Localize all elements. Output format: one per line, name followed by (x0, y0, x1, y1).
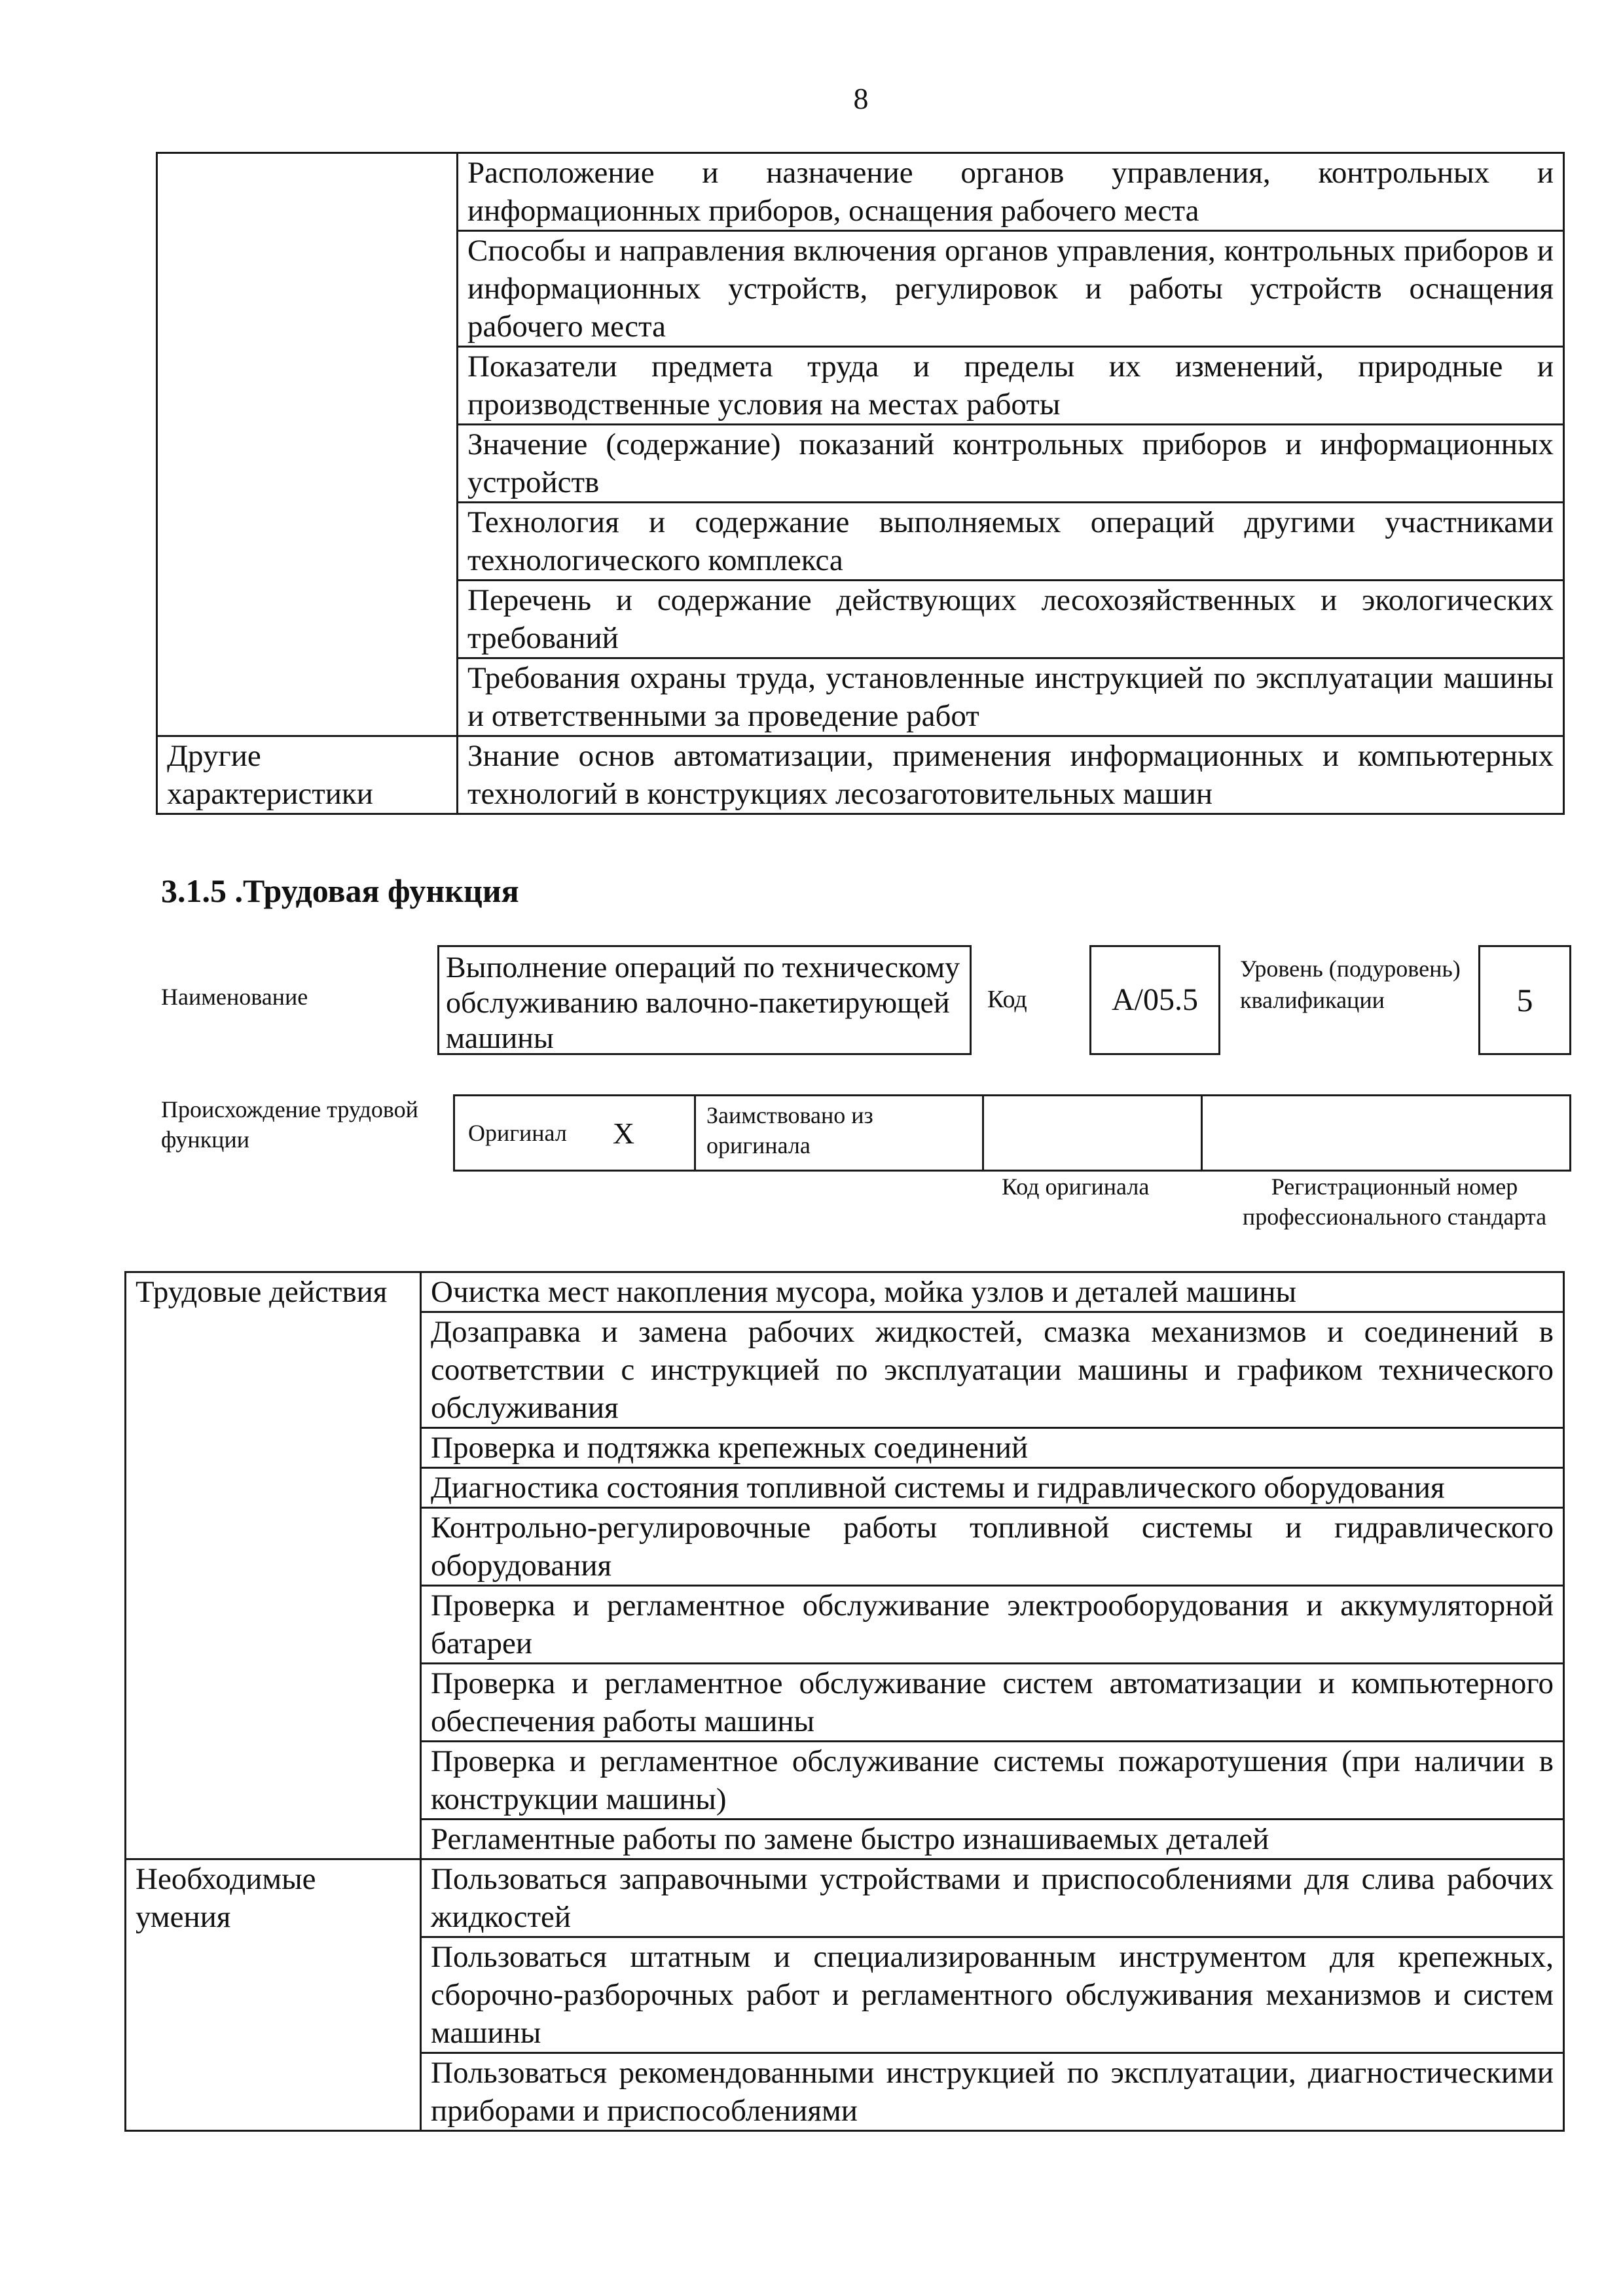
labor-function-table (124, 1271, 1565, 2132)
table-row: Требования охраны труда, установленные инструкцией по эксплуатации машины и ответственными за проведение работ (458, 658, 1564, 736)
level-box: 5 (1478, 945, 1571, 1055)
table-row: Пользоваться заправочными устройствами и приспособлениями для слива рабочих жидкостей (421, 1859, 1564, 1937)
reg-number-caption: Регистрационный номер профессионального стандарта (1242, 1174, 1547, 1230)
borrowed-label: Заимствовано из оригинала (696, 1096, 984, 1170)
section-title: 3.1.5 .Трудовая функция (161, 872, 519, 909)
table-row: Знание основ автоматизации, применения информационных и компьютерных технологий в конструкциях лесозаготовительных машин (458, 736, 1564, 814)
table-row: Перечень и содержание действующих лесохозяйственных и экологических требований (458, 581, 1564, 658)
name-label: Наименование (161, 984, 308, 1010)
table-row: Пользоваться штатным и специализированным инструментом для крепежных, сборочно-разборочных работ и регламентного обслуживания механизмов и систем машины (421, 1937, 1564, 2053)
page-number: 8 (853, 82, 869, 115)
origin-label: Происхождение трудовой функции (161, 1096, 418, 1153)
table-row: Регламентные работы по замене быстро изнашиваемых деталей (421, 1820, 1564, 1859)
table-row: Значение (содержание) показаний контрольных приборов и информационных устройств (458, 425, 1564, 503)
table-row: Пользоваться рекомендованными инструкцией по эксплуатации, диагностическими приборами и приспособлениями (421, 2053, 1564, 2131)
table-row: Контрольно-регулировочные работы топливной системы и гидравлического оборудования (421, 1508, 1564, 1586)
code-original-cell (984, 1096, 1203, 1170)
origin-row (453, 1094, 1571, 1172)
function-code-box: A/05.5 (1089, 945, 1220, 1055)
table-row: Проверка и регламентное обслуживание систем автоматизации и компьютерного обеспечения работы машины (421, 1664, 1564, 1742)
table-row: Очистка мест накопления мусора, мойка узлов и деталей машины (421, 1272, 1564, 1312)
table-row: Проверка и регламентное обслуживание электрооборудования и аккумуляторной батареи (421, 1586, 1564, 1664)
table-row: Расположение и назначение органов управления, контрольных и информационных приборов, оснащения рабочего места (458, 153, 1564, 231)
original-mark: X (612, 1116, 635, 1150)
table-row: Проверка и подтяжка крепежных соединений (421, 1428, 1564, 1468)
other-characteristics-label: Другие характеристики (157, 736, 458, 814)
function-name-box: Выполнение операций по техническому обслуживанию валочно-пакетирующей машины (437, 945, 972, 1055)
table-row: Показатели предмета труда и пределы их изменений, природные и производственные условия на местах работы (458, 347, 1564, 425)
code-original-caption: Код оригинала (1002, 1174, 1150, 1200)
table-row: Технология и содержание выполняемых операций другими участниками технологического комплекса (458, 503, 1564, 581)
table-row: Способы и направления включения органов управления, контрольных приборов и информационных устройств, регулировок и работы устройств оснащения рабочего места (458, 231, 1564, 347)
table-left-cell-empty (157, 153, 458, 736)
table-row: Проверка и регламентное обслуживание системы пожаротушения (при наличии в конструкции машины) (421, 1742, 1564, 1820)
level-label: Уровень (подуровень) квалификации (1240, 956, 1461, 1013)
reg-number-cell (1203, 1096, 1569, 1170)
actions-label: Трудовые действия (126, 1272, 421, 1859)
code-label: Код (987, 986, 1027, 1013)
knowledge-table (156, 152, 1565, 815)
original-label: Оригинал (468, 1120, 567, 1146)
table-row: Диагностика состояния топливной системы и гидравлического оборудования (421, 1468, 1564, 1508)
table-row: Дозаправка и замена рабочих жидкостей, смазка механизмов и соединений в соответствии с инструкцией по эксплуатации машины и графиком технического обслуживания (421, 1312, 1564, 1428)
skills-label: Необходимые умения (126, 1859, 421, 2131)
